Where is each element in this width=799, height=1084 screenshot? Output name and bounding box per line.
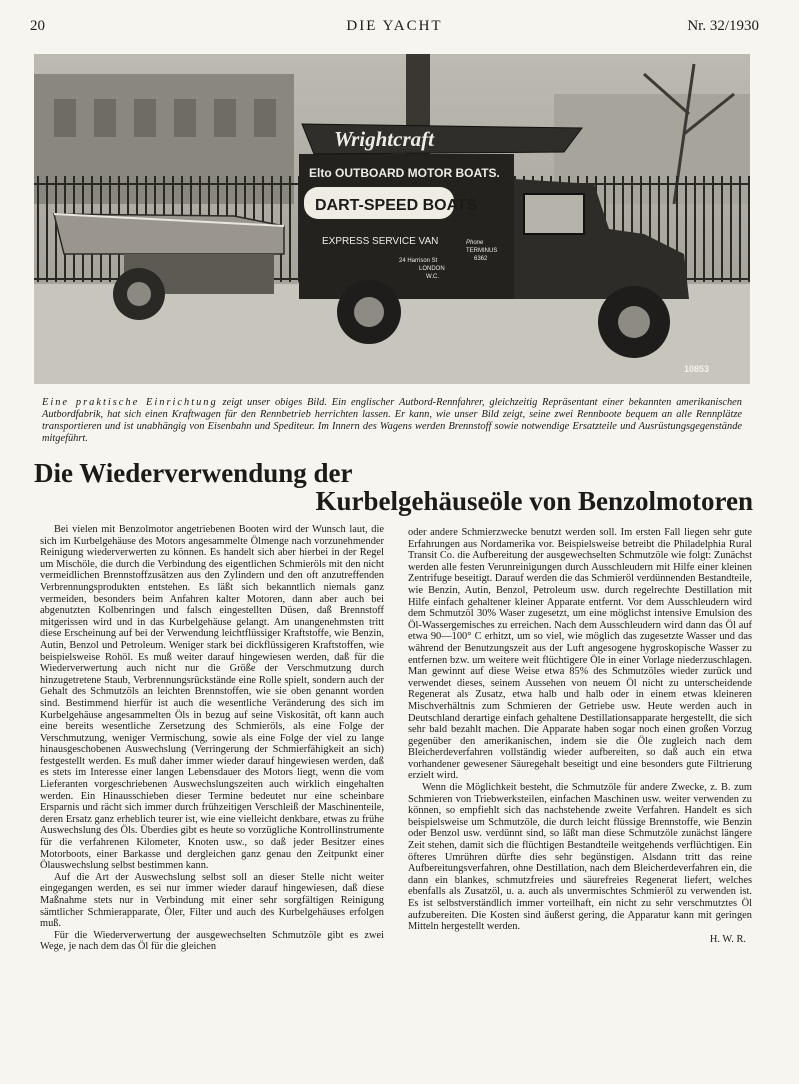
photo-caption — [42, 397, 742, 445]
page-number: 20 — [30, 18, 45, 34]
sign-address-3: W.C. — [426, 274, 439, 280]
article-title-line1: Die Wiederverwendung der — [34, 458, 353, 488]
author-signature: H. W. R. — [709, 933, 746, 945]
photo-number: 10853 — [684, 364, 710, 374]
article-paragraph: Auf die Art der Auswechslung selbst soll an dieser Stelle nicht weiter eingegangen werden, es sei nur immer wieder darauf hingewiesen, daß diese Maßnahme stets nur in Verbindung mit einer sehr sorgfältigen Reinigung sämtlicher Schmierapparate, Öler, Filter und auch des Kurbelgehäuses erfolgen muß. — [40, 871, 384, 930]
sign-address-1: 24 Harrison St — [399, 258, 438, 264]
sign-address-2: LONDON — [419, 266, 445, 272]
article-paragraph: Bei vielen mit Benzolmotor angetriebenen Booten wird der Wunsch laut, die sich im Kurbelgehäuse des Motors angesammelte Ölmenge nach vorzunehmender Reinigung wiederverwerten zu können. Es handelt sich aber hierbei in der Regel um Mischöle, die durch die Verbindung des eigentlichen Schmieröls mit den nicht vermeidlichen Brennstoffzusätzen aus den Zylindern und den oft anzutreffenden Verbrennungsprodukten entstehen. Es läßt sich bekanntlich niemals ganz vermeiden, besonders beim Anfahren kalter Motoren, dann aber auch bei abgenutzten Kolbenringen und falsch eingestellten Düsen, daß Brennstoff mitgerissen wird und in das Kurbelgehäuse gelangt. Am unangenehmsten tritt diese Erscheinung auf bei der Verwendung leichtflüssiger Kraftstoffe, wie Benzin, Autin, Benzol und Petroleum. Weniger stark bei dickflüssigeren Kraftstoffen, wie beispielsweise Rohöl. Es muß weiter darauf hingewiesen werden, daß für die Wiederverwertung auch nicht nur die Größe der Verschmutzung durch hinzugetretene Staub, Verbrennungsrückstände eine Rolle spielt, sondern auch der Gehalt des Schmutzöls an leichten Brennstoffen, wie sie oben genannt worden sind. Bestimmend hierfür ist auch die wesentliche Veränderung des sich im Kurbelgehäuse angesammelten Öls in bezug auf seine Viskosität, oft kann auch eine bereits wesentliche Zersetzung des Schmieröls, als eine Folge der Verschmutzung, weniger Vermischung, sowie als eine Folge der viel zu lange hinausgeschobenen Auswechslung (Verringerung der Schmierfähigkeit an sich) festgestellt werden. Es muß daher immer wieder darauf hingewiesen werden, daß es stets im Interesse einer langen Lebensdauer des Motors liegt, wenn die vom Lieferanten vorgeschriebenen Auswechslungszeiten auch wirklich eingehalten werden. Ein Hinausschieben dieser Termine bedeutet nur eine scheinbare Ersparnis und rächt sich immer durch frühzeitigen Verschleiß der Maschinenteile, deren Ersatz ganz erheblich teurer ist, wie eine vielleicht denkbare, etwas zu frühe Auswechslung des Öls. Überdies gibt es heute so vorzügliche Kontrollinstrumente für die verfahrenen Kilometer, Knoten usw., so daß jeder Besitzer eines Motorboots, einer Barkasse und dergleichen ganz genau den Zeitpunkt einer Ölauswechslung selbst bestimmen kann. — [40, 524, 384, 872]
sign-elto: Elto OUTBOARD MOTOR BOATS. — [309, 166, 500, 180]
sign-brand: Wrightcraft — [334, 127, 434, 151]
article-paragraph: oder andere Schmierzwecke benutzt werden soll. Im ersten Fall liegen sehr gute Erfahrungen aus Nordamerika vor. Beispielsweise betreibt die Philadelphia Rural Transit Co. die Aufbereitung der ausgewechselten Schmutzöle wie folgt: Zunächst werden alle festen Verunreinigungen durch Ausschleudern mit Hilfe einer kleinen Zentrifuge beseitigt. Darauf werden die das Schmieröl verdünnenden Bestandteile, wie Benzin, Autin, Benzol, Petroleum usw. durch regelrechte Destillation mit Hilfe einfach gehaltener kleiner Apparate entfernt. Vor dem Ausschleudern wird dem Schmutzöl 30% Waser zugesetzt, um eine möglichst intensive Emulsion des Öl-Wassergemisches zu erreichen. Nach dem Ausschleudern wird dann das Öl auf etwa 90—100° C erhitzt, um so viel, wie möglich das zugesetzte Wasser und das während der Benutzungszeit aus der Luft angesogene hygroskopische Wasser zu entfernen bzw. um weitere weit flüchtigere Öle in einer Vorlage niederzuschlagen. Man gewinnt auf diese Weise etwa 85% des Schmutzöles wieder zurück und verwendet dieses, seinem Aussehen von neuem Öl nicht zu unterscheidende Regenerat als Zusatz, etwa halb und halb oder in einem etwas kleineren Mischverhältnis zum Schmieren der Getriebe usw. Heute werden auch in Deutschland derartige einfach gehaltene Destillationsapparate hergestellt, die sich sehr bald bezahlt machen. Die Apparate haben sogar noch einen großen Vorzug gegenüber den amerikanischen, indem sie die Öle zugleich nach dem Bleicherdeverfahren vollständig wieder aufbereiten, so daß auch ein etwa vorhandener gewesener Säuregehalt beseitigt und eine besonders gute Filtrierung erzielt wird. — [408, 527, 752, 782]
masthead: DIE YACHT — [346, 18, 443, 34]
article-column-left — [40, 524, 384, 953]
sign-phone-2: TERMINUS — [466, 248, 498, 254]
caption-text: zeigt unser obiges Bild. Ein englischer Autbord-Rennfahrer, gleichzeitig Repräsentant einer bekannten amerikanischen Autbordfabrik, hat sich einen Kraftwagen für den Rennbetrieb herrichten lassen. Er kann, wie unser Bild zeigt, seine zwei Rennboote bequem an alle Rennplätze transportieren und ist unabhängig von Eisenbahn und Spediteur. Im Innern des Wagens werden Brennstoff sowie notwendige Ersatzteile und Ausrüstungsgegenstände mitgeführt. — [42, 397, 742, 444]
caption-lead: Eine praktische Einrichtung — [42, 397, 218, 408]
sign-phone-1: Phone — [466, 240, 484, 246]
article-paragraph: Für die Wiederverwertung der ausgewechselten Schmutzöle gibt es zwei Wege, je nach dem das Öl für die gleichen — [40, 929, 384, 953]
issue-number: Nr. 32/1930 — [687, 18, 759, 34]
article-paragraph: Wenn die Möglichkeit besteht, die Schmutzöle für andere Zwecke, z. B. zum Schmieren von Triebwerksteilen, einfachen Maschinen usw. weiter verwenden zu können, so empfiehlt sich das nachstehende zweite Verfahren. Handelt es sich beispielsweise um Schmutzöle, die durch leicht flüssige Brennstoffe, wie Benzin oder Benzol usw. verdünnt sind, so läßt man diese Schmutzöle zunächst längere Zeit stehen, damit sich die flüchtigen Bestandteile weitgehends verflüchtigen. Ein öfteres Umrühren dürfte dies sehr begünstigen. Alsdann tritt das reine Aufbereitungsverfahren, ohne Destillation, nach dem Bleicherdeverfahren ein, die dann ein blankes, schmutzfreies und säurefreies Regenerat liefert, welches ebenfalls als Zusatzöl, u. a. auch als unvermischtes Schmieröl zu verwenden ist. Es ist selbstverständlich immer vorteilhaft, ein nicht zu sehr verschmutztes Öl aufzubereiten. Die Kosten sind äußerst gering, die Apparatur kann mit geringen Mitteln hergestellt werden. — [408, 782, 752, 933]
sign-service: EXPRESS SERVICE VAN — [322, 236, 439, 247]
article-column-right — [408, 527, 752, 945]
article-title-line2: Kurbelgehäuseöle von Benzolmotoren — [315, 486, 753, 516]
sign-dart: DART-SPEED BOATS — [315, 197, 478, 214]
sign-phone-3: 6362 — [474, 256, 488, 262]
page-header — [30, 18, 759, 40]
truck-photo — [34, 54, 750, 384]
